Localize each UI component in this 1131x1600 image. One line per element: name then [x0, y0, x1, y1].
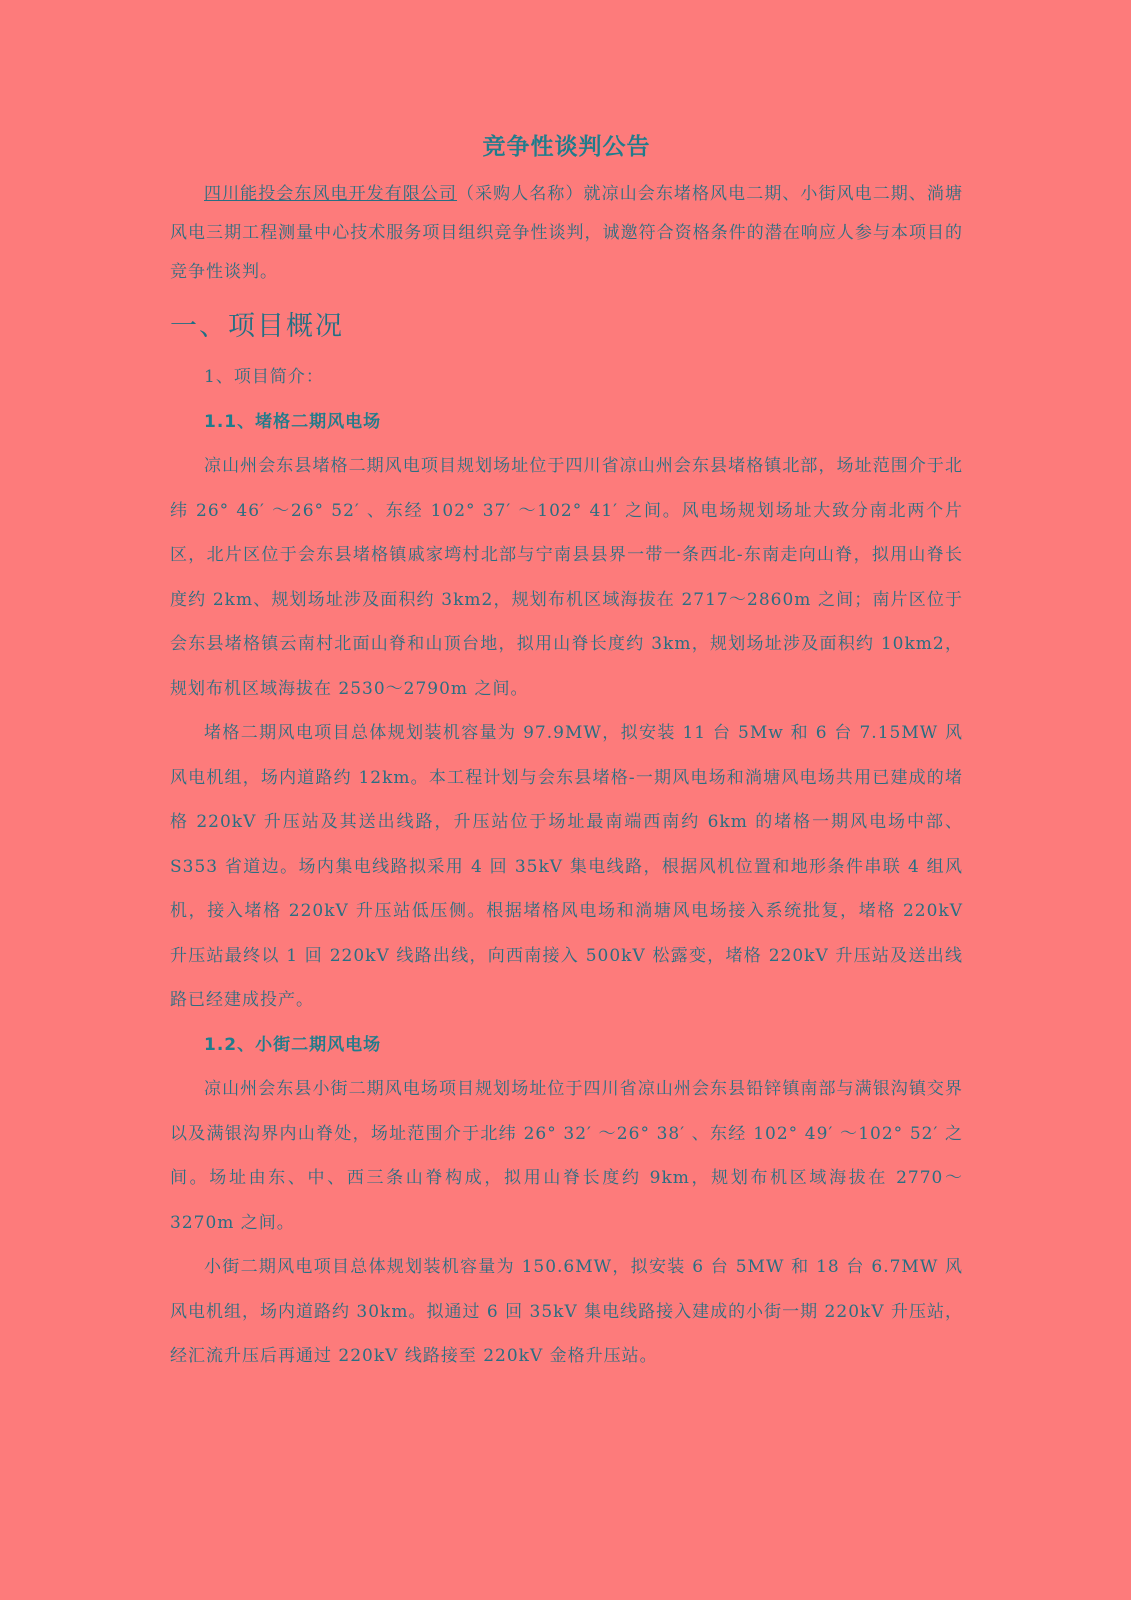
section-heading-project-overview: 一、项目概况: [170, 311, 344, 342]
page-title: 竞争性谈判公告: [482, 134, 651, 160]
paragraph-xiaojie-capacity: 小街二期风电项目总体规划装机容量为 150.6MW，拟安装 6 台 5MW 和 18 台 6.7MW 风风电机组，场内道路约 30km。拟通过 6 回 35kV 集电线路接入建成的小街一期 220kV 升压站，经汇流升压后再通过 220kV 线路接至 220kV 金格升压站。: [170, 1257, 963, 1366]
paragraph-duge-site: 凉山州会东县堵格二期风电项目规划场址位于四川省凉山州会东县堵格镇北部，场址范围介于北纬 26° 46′ ～26° 52′ 、东经 102° 37′ ～102° 41′ 之间。风电场规划场址大致分南北两个片区，北片区位于会东县堵格镇戚家塆村北部与宁南县县界一带一条西北-东南走向山脊，拟用山脊长度约 2km、规划场址涉及面积约 3km2，规划布机区域海拔在 2717～2860m 之间；南片区位于会东县堵格镇云南村北面山脊和山顶台地，拟用山脊长度约 3km，规划场址涉及面积约 10km2，规划布机区域海拔在 2530～2790m 之间。: [170, 456, 963, 699]
paragraph-xiaojie-site: 凉山州会东县小街二期风电场项目规划场址位于四川省凉山州会东县铅锌镇南部与满银沟镇交界以及满银沟界内山脊处，场址范围介于北纬 26° 32′ ～26° 38′ 、东经 102° 49′ ～102° 52′ 之间。场址由东、中、西三条山脊构成，拟用山脊长度约 9km，规划布机区域海拔在 2770～3270m 之间。: [170, 1079, 963, 1233]
intro-paragraph: [170, 175, 963, 292]
paragraph-duge-capacity: 堵格二期风电项目总体规划装机容量为 97.9MW，拟安装 11 台 5Mw 和 6 台 7.15MW 风风电机组，场内道路约 12km。本工程计划与会东县堵格-一期风电场和淌塘风电场共用已建成的堵格 220kV 升压站及其送出线路，升压站位于场址最南端西南约 6km 的堵格一期风电场中部、S353 省道边。场内集电线路拟采用 4 回 35kV 集电线路，根据风机位置和地形条件串联 4 组风机，接入堵格 220kV 升压站低压侧。根据堵格风电场和淌塘风电场接入系统批复，堵格 220kV 升压站最终以 1 回 220kV 线路出线，向西南接入 500kV 松露变，堵格 220kV 升压站及送出线路已经建成投产。: [170, 723, 963, 1010]
buyer-name: 四川能投会东风电开发有限公司: [204, 184, 458, 204]
subheading-xiaojie-phase2: 1.2、小街二期风电场: [204, 1034, 382, 1055]
intro-text: （采购人名称）就凉山会东堵格风电二期、小街风电二期、淌塘风电三期工程测量中心技术服务项目组织竞争性谈判，诚邀符合资格条件的潜在响应人参与本项目的竞争性谈判。: [170, 184, 964, 282]
item-project-intro: 1、项目简介：: [204, 367, 324, 387]
subheading-duge-phase2: 1.1、堵格二期风电场: [204, 411, 382, 432]
